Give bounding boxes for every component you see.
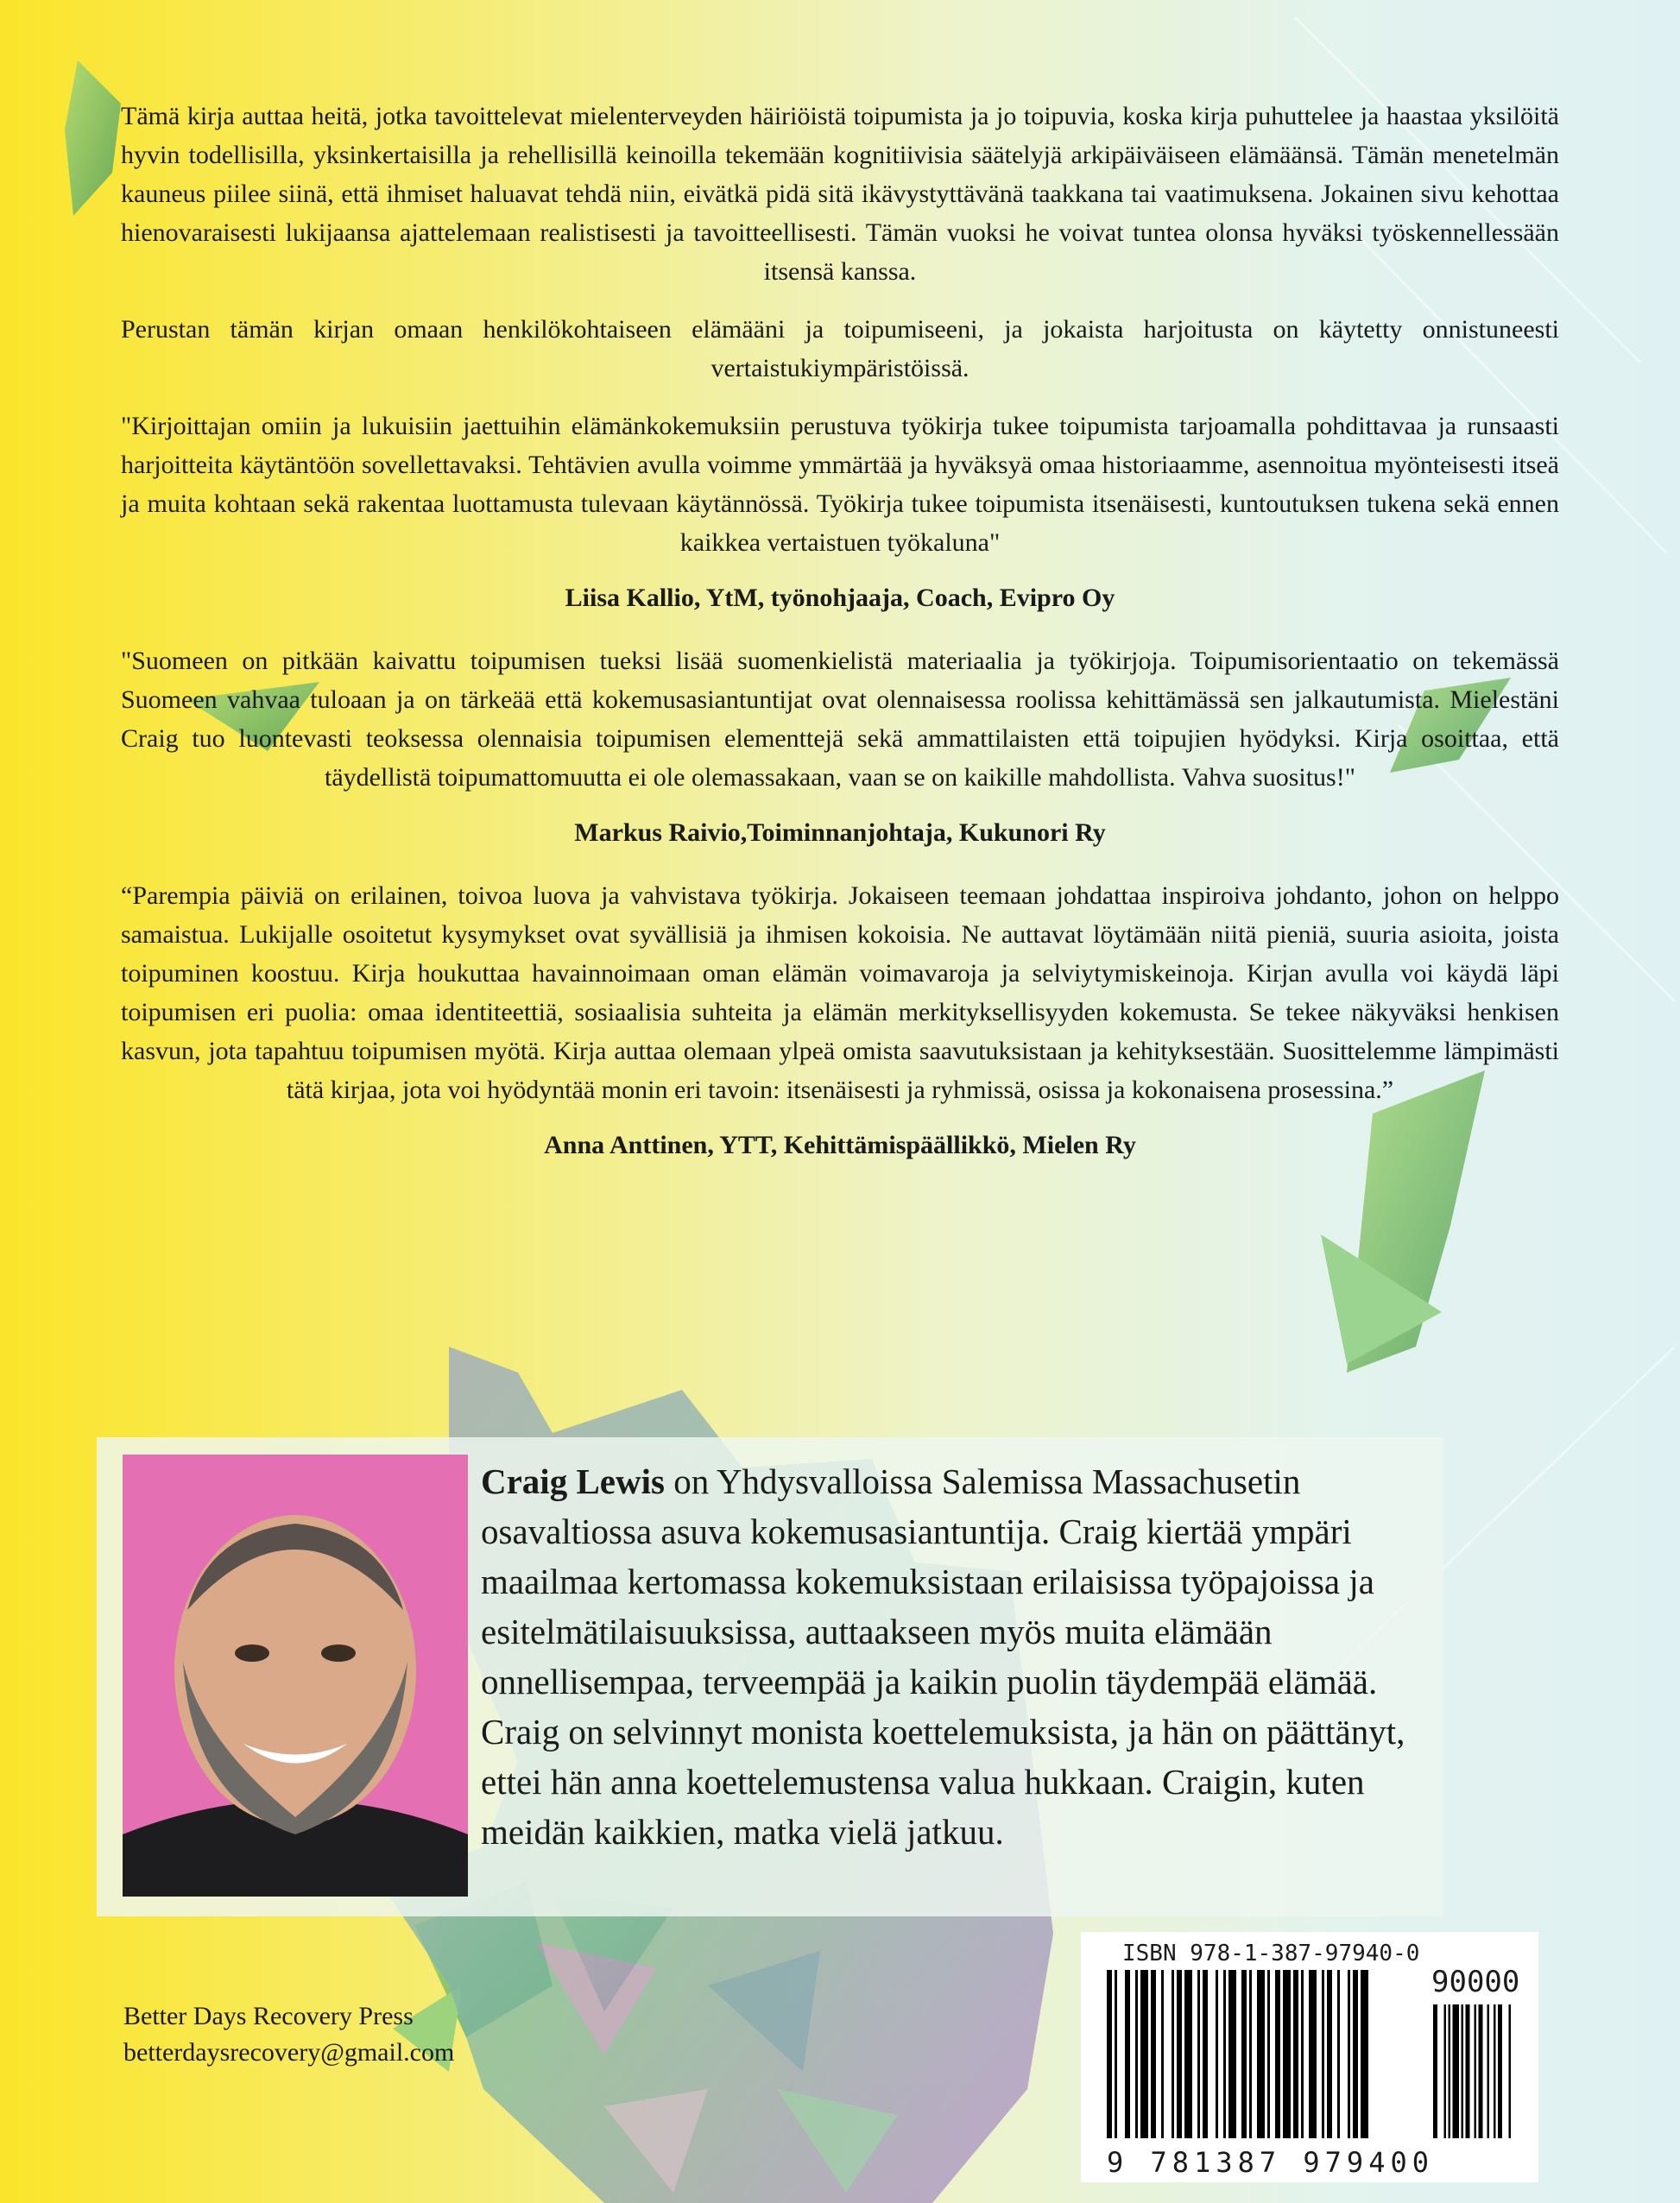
blurb-paragraph-2: Perustan tämän kirjan omaan henkilökohtaiseen elämääni ja toipumiseeni, ja jokaista harjoitusta on käytetty onnistuneesti vertaistukiympäristöissä. — [121, 315, 1559, 382]
author-name: Craig Lewis — [481, 1461, 665, 1501]
review-author: Anna Anttinen, YTT, Kehittämispäällikkö, Mielen Ry — [544, 1131, 1136, 1159]
author-bio-panel — [97, 1437, 1443, 1916]
publisher-name: Better Days Recovery Press — [123, 2002, 414, 2030]
publisher-email[interactable]: betterdaysrecovery@gmail.com — [123, 2038, 455, 2067]
barcode-bars — [1107, 1970, 1513, 2143]
back-cover-text — [121, 97, 1559, 1189]
review-author: Markus Raivio,Toiminnanjohtaja, Kukunori Ry — [574, 818, 1106, 847]
publisher-info — [123, 1998, 454, 2071]
review-quote: "Kirjoittajan omiin ja lukuisiin jaettuihin elämänkokemuksiin perustuva työkirja tukee toipumista tarjoamalla pohdittavaa ja runsaasti harjoitteita käytäntöön sovellettavaksi. Tehtävien avulla voimme ymmärtää ja hyväksyä omaa historiaamme, asennoitua myönteisesti itseä ja muita kohtaan sekä rakentaa luottamusta tulevaan käytännössä. Työkirja tukee toipumista itsenäisesti, kuntoutuksen tukena sekä ennen kaikkea vertaistuen työkaluna" — [121, 412, 1559, 557]
blurb-paragraph-1: Tämä kirja auttaa heitä, jotka tavoittelevat mielenterveyden häiriöistä toipumista ja jo toipuvia, koska kirja puhuttelee ja haastaa yksilöitä hyvin todellisilla, yksinkertaisilla ja rehellisillä keinoilla tekemään kognitiivisia säätelyjä arkipäiväiseen elämäänsä. Tämän menetelmän kauneus piilee siinä, että ihmiset haluavat tehdä niin, eivätkä pidä sitä ikävystyttävänä taakkana tai vaatimuksena. Jokainen sivu kehottaa hienovaraisesti lukijaansa ajattelemaan realistisesti ja tavoitteellisesti. Tämän vuoksi he voivat tuntea olonsa hyväksi työskennellessään itsensä kanssa. — [121, 102, 1559, 286]
isbn-label: ISBN 978-1-387-97940-0 — [1122, 1941, 1420, 1966]
author-bio-body: on Yhdysvalloissa Salemissa Massachusetin osavaltiossa asuva kokemusasiantuntija. Craig kiertää ympäri maailmaa kertomassa kokemuksistaan erilaisissa työpajoissa ja esitelmätilaisuuksissa, auttaakseen myös muita elämään onnellisempaa, terveempää ja kaikin puolin täydempää elämää. Craig on selvinnyt monista koettelemuksista, ja hän on päättänyt, ettei hän anna koettelemustensa valua hukkaan. Craigin, kuten meidän kaikkien, matka vielä jatkuu. — [481, 1461, 1405, 1852]
isbn-barcode — [1081, 1932, 1538, 2182]
price-code: 90000 — [1431, 1965, 1520, 1999]
author-bio-text — [481, 1456, 1426, 1857]
review-quote: “Parempia päiviä on erilainen, toivoa luova ja vahvistava työkirja. Jokaiseen teemaan johdattaa inspiroiva johdanto, johon on helppo samaistua. Lukijalle osoitetut kysymykset ovat syvällisiä ja ihmisen kokoisia. Ne auttavat löytämään niitä pieniä, suuria asioita, joista toipuminen koostuu. Kirja houkuttaa havainnoimaan oman elämän voimavaroja ja selviytymiskeinoja. Kirjan avulla voi käydä läpi toipumisen eri puolia: omaa identiteettiä, sosiaalisia suhteita ja elämän merkityksellisyyden kokemusta. Se tekee näkyväksi henkisen kasvun, jota tapahtuu toipumisen myötä. Kirja auttaa olemaan ylpeä omista saavutuksistaan ja kehityksestään. Suosittelemme lämpimästi tätä kirjaa, jota voi hyödyntää monin eri tavoin: itsenäisesti ja ryhmissä, osissa ja kokonaisena prosessina.” — [121, 881, 1559, 1104]
author-photo — [123, 1455, 468, 1897]
review-author: Liisa Kallio, YtM, työnohjaaja, Coach, Evipro Oy — [565, 584, 1115, 612]
review-quote: "Suomeen on pitkään kaivattu toipumisen tueksi lisää suomenkielistä materiaalia ja työkirjoja. Toipumisorientaatio on tekemässä Suomeen vahvaa tuloaan ja on tärkeää että kokemusasiantuntijat ovat olennaisessa roolissa kehittämässä sen jalkautumista. Mielestäni Craig tuo luontevasti teoksessa olennaisia toipumisen elementtejä sekä ammattilaisten että toipujien hyödyksi. Kirja osoittaa, että täydellistä toipumattomuutta ei ole olemassakaan, vaan se on kaikille mahdollista. Vahva suositus!" — [121, 647, 1559, 792]
ean-number: 9 781387 979400 — [1107, 2146, 1434, 2179]
